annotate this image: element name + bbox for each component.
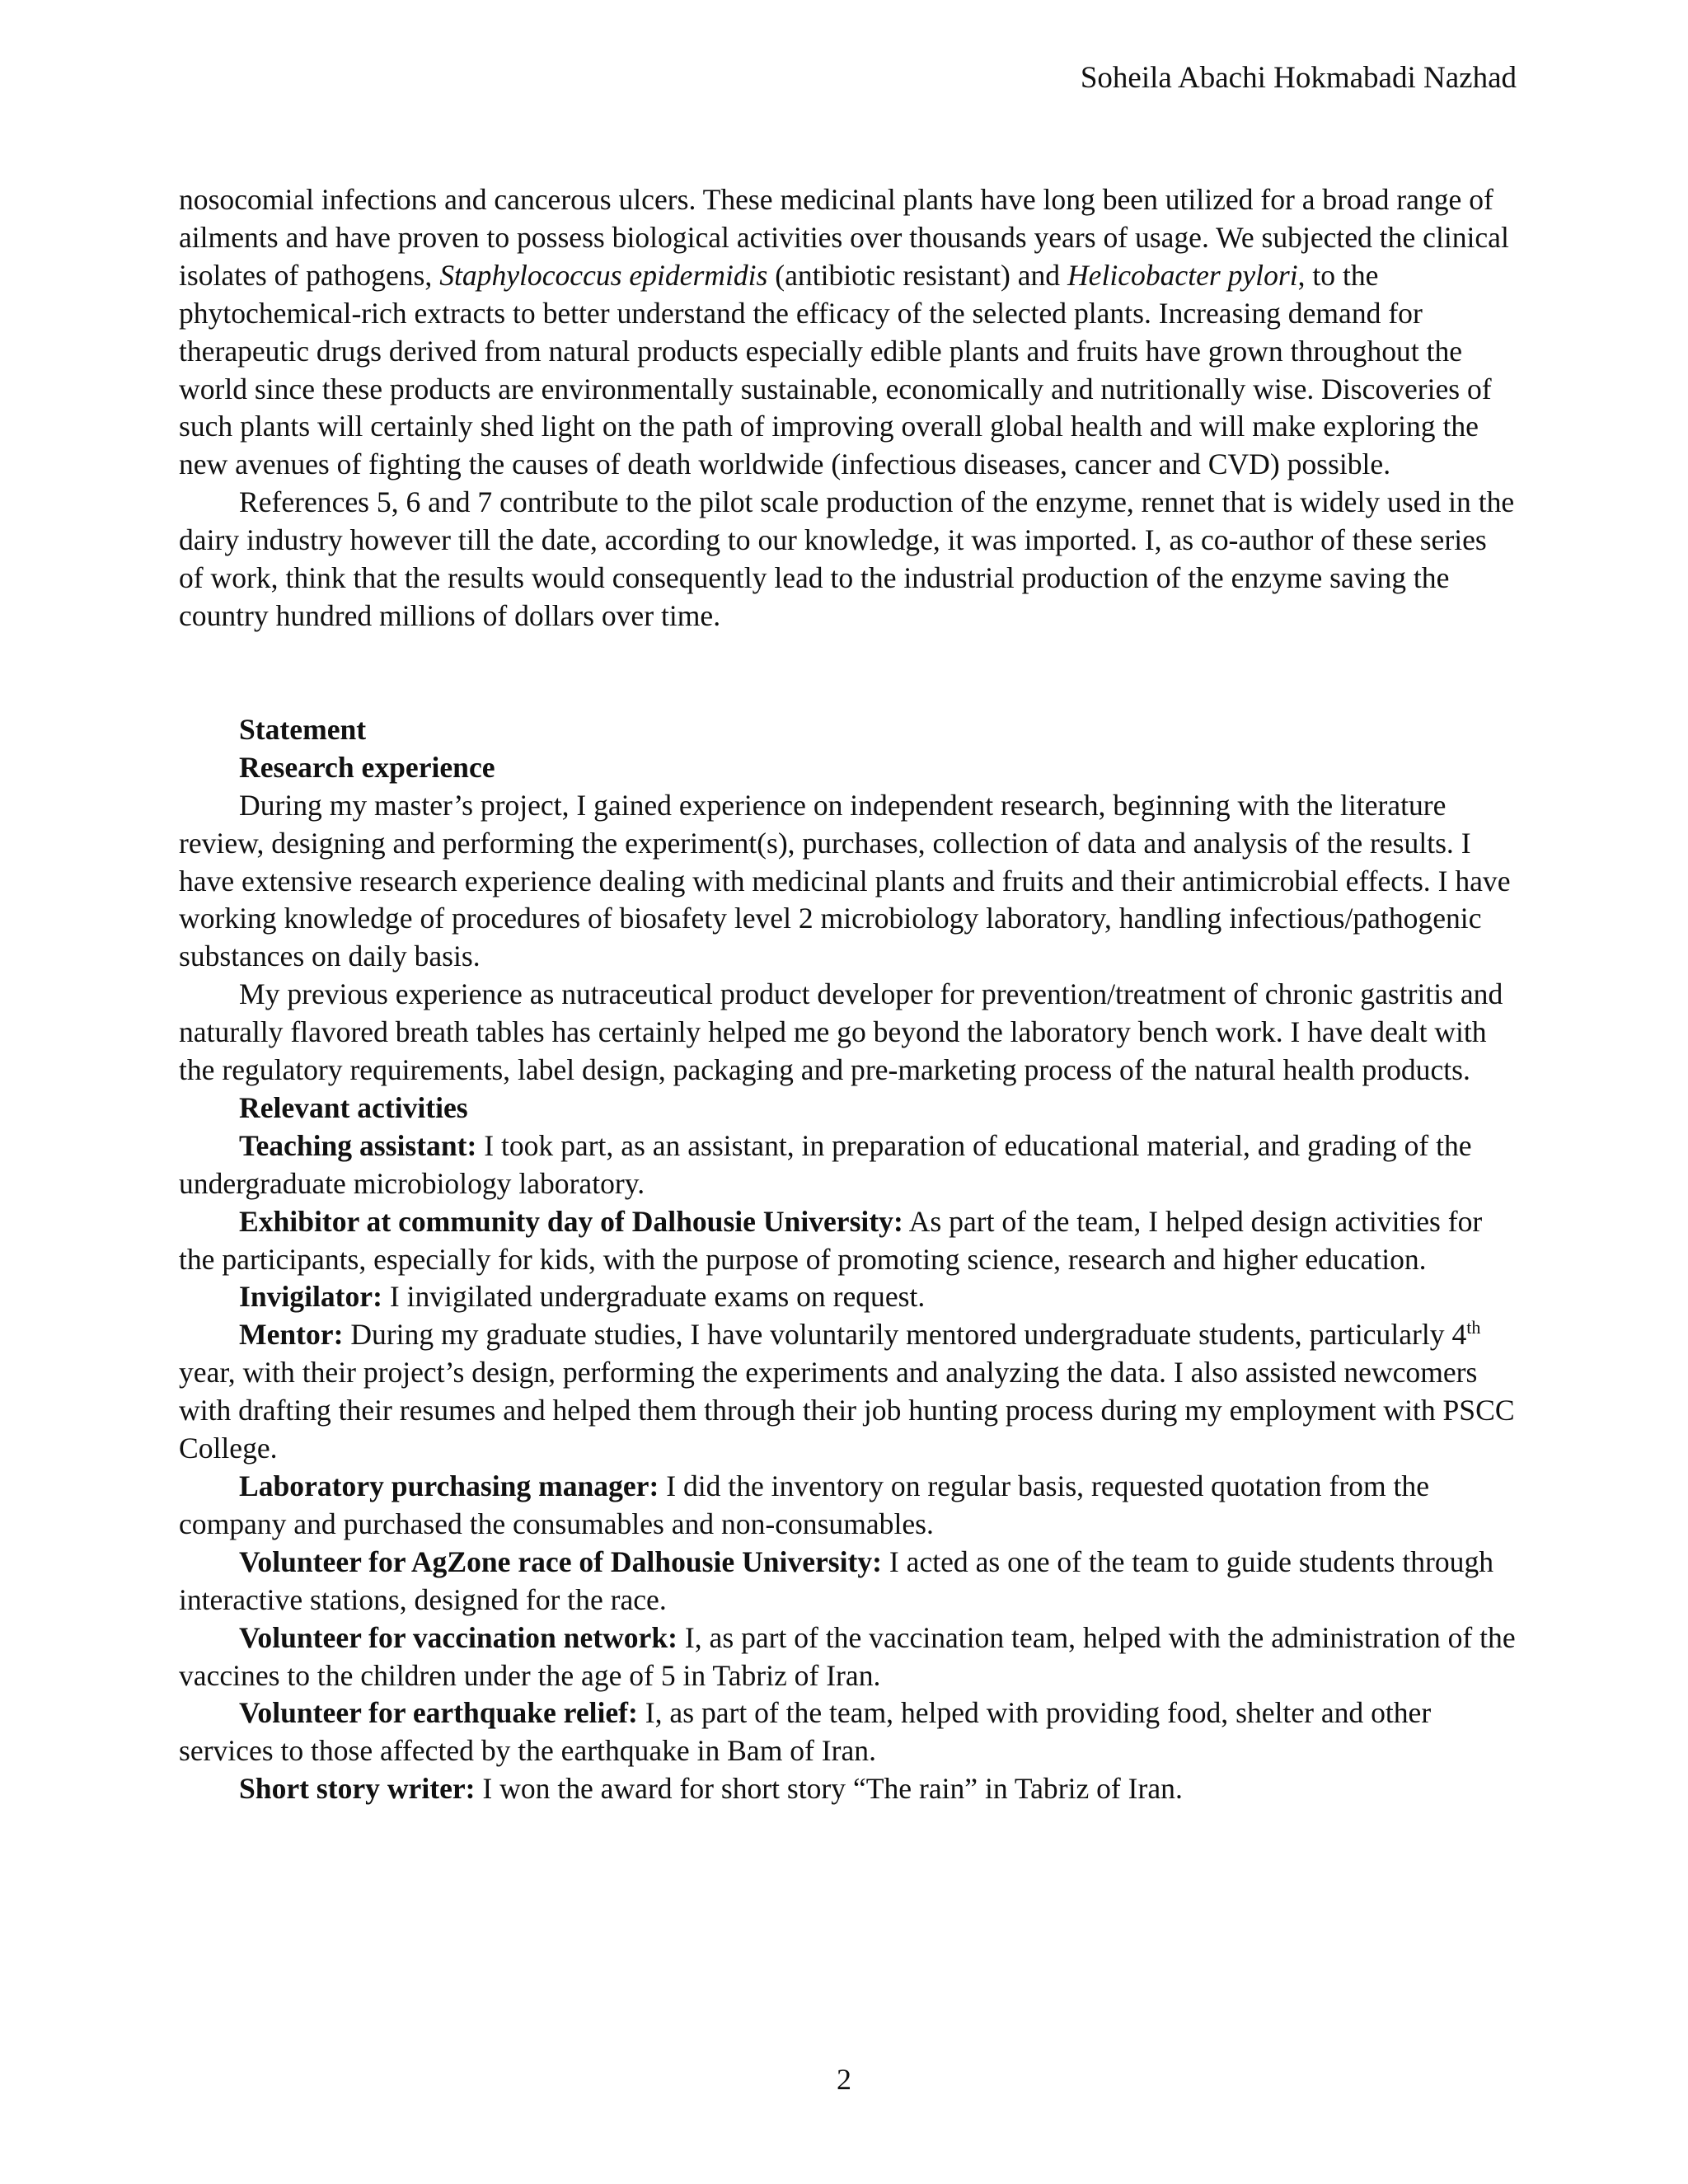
- activity-label: Exhibitor at community day of Dalhousie University:: [239, 1204, 903, 1238]
- intro-text-a: nosocomial infections and cancerous ulcers. These medicinal plants have long been utilized for a broad range of ailments and have proven to possess biological activities over thousands years of usage. We subjected the clinical isolates of pathogens,: [179, 183, 1509, 292]
- running-header-author: Soheila Abachi Hokmabadi Nazhad: [1080, 61, 1517, 95]
- intro-paragraph-2: References 5, 6 and 7 contribute to the pilot scale production of the enzyme, rennet that is widely used in the dairy industry however till the date, according to our knowledge, it was imported. I, as co-author of these series of work, think that the results would consequently lead to the industrial production of the enzyme saving the country hundred millions of dollars over time.: [179, 485, 1515, 632]
- activity-text: I won the award for short story “The rain” in Tabriz of Iran.: [475, 1772, 1183, 1806]
- activity-text: I took part, as an assistant, in preparation of educational material, and grading of the undergraduate microbiology laboratory.: [179, 1128, 1472, 1200]
- activity-text: I, as part of the team, helped with providing food, shelter and other services to those affected by the earthquake in Bam of Iran.: [179, 1696, 1432, 1768]
- activity-item: [179, 1278, 1518, 1316]
- statement-title: Statement: [239, 712, 367, 746]
- intro-paragraph-1: [179, 181, 1518, 484]
- activity-item: [179, 1316, 1518, 1468]
- page-number: 2: [837, 2063, 851, 2096]
- research-paragraph-1: During my master’s project, I gained experience on independent research, beginning with the literature review, designing and performing the experiment(s), purchases, collection of data and analysis of the results. I have extensive research experience dealing with medicinal plants and fruits and their antimicrobial effects. I have working knowledge of procedures of biosafety level 2 microbiology laboratory, handling infectious/pathogenic substances on daily basis.: [179, 788, 1511, 973]
- activity-label: Laboratory purchasing manager:: [239, 1469, 659, 1502]
- organism-name: Helicobacter pylori: [1067, 258, 1298, 292]
- activity-text: As part of the team, I helped design activities for the participants, especially for kids, with the purpose of promoting science, research and higher education.: [179, 1204, 1483, 1276]
- document-body: [179, 181, 1518, 1808]
- relevant-activities-heading: Relevant activities: [239, 1090, 468, 1124]
- activity-label: Volunteer for earthquake relief:: [239, 1696, 638, 1730]
- activity-item: [179, 1770, 1518, 1808]
- activity-label: Invigilator:: [239, 1280, 382, 1314]
- activity-label: Mentor:: [239, 1318, 344, 1352]
- activity-label: Volunteer for AgZone race of Dalhousie University:: [239, 1544, 883, 1578]
- activity-text: year, with their project’s design, performing the experiments and analyzing the data. I also assisted newcomers with drafting their resumes and helped them through their job hunting process during my employment with PSCC College.: [179, 1356, 1515, 1465]
- intro-text-c: , to the phytochemical-rich extracts to better understand the efficacy of the selected plants. Increasing demand for therapeutic drugs derived from natural products especially edible plants and fruits have grown throughout the world since these products are environmentally sustainable, economically and nutritionally wise. Discoveries of such plants will certainly shed light on the path of improving overall global health and will make exploring the new avenues of fighting the causes of death worldwide (infectious diseases, cancer and CVD) possible.: [179, 258, 1492, 481]
- research-experience-heading: Research experience: [239, 750, 495, 784]
- activity-text: I, as part of the vaccination team, helped with the administration of the vaccines to the children under the age of 5 in Tabriz of Iran.: [179, 1620, 1516, 1692]
- activity-item: [179, 1544, 1518, 1619]
- activity-item: [179, 1694, 1518, 1770]
- section-gap: [179, 635, 1518, 711]
- research-paragraph-2: My previous experience as nutraceutical product developer for prevention/treatment of chronic gastritis and naturally flavored breath tables has certainly helped me go beyond the laboratory bench work. I have dealt with the regulatory requirements, label design, packaging and pre-marketing process of the natural health products.: [179, 977, 1503, 1087]
- ordinal-suffix: th: [1466, 1317, 1481, 1338]
- activity-label: Volunteer for vaccination network:: [239, 1620, 678, 1654]
- intro-text-b: (antibiotic resistant) and: [767, 258, 1067, 292]
- activity-item: [179, 1203, 1518, 1279]
- activity-text: During my graduate studies, I have voluntarily mentored undergraduate students, particularly 4: [343, 1318, 1467, 1352]
- activity-label: Teaching assistant:: [239, 1128, 477, 1162]
- activity-item: [179, 1127, 1518, 1203]
- activity-item: [179, 1619, 1518, 1695]
- activity-item: [179, 1468, 1518, 1544]
- activity-text: I acted as one of the team to guide students through interactive stations, designed for the race.: [179, 1544, 1494, 1616]
- activity-label: Short story writer:: [239, 1772, 476, 1806]
- activity-text: I invigilated undergraduate exams on request.: [382, 1280, 926, 1314]
- activity-text: I did the inventory on regular basis, requested quotation from the company and purchased the consumables and non-consumables.: [179, 1469, 1429, 1540]
- organism-name: Staphylococcus epidermidis: [439, 258, 768, 292]
